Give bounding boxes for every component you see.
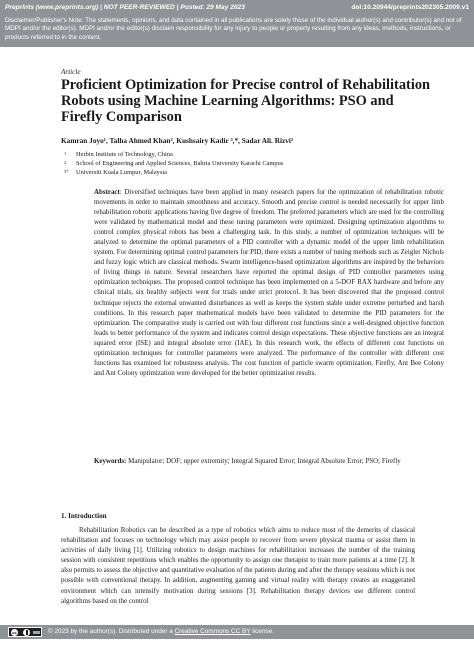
keywords-paragraph: [94, 456, 444, 466]
affiliation-text: Universiti Kuala Lumpur, Malaysia: [76, 169, 167, 176]
doi-link[interactable]: doi:10.20944/preprints202305.2009.v1: [351, 4, 469, 11]
by-bar-icon: [33, 631, 40, 634]
abstract-paragraph: [94, 187, 444, 378]
copyright-notice: [48, 628, 274, 635]
cc-circle-icon: cc: [12, 630, 17, 635]
article-type-label: Article: [61, 68, 81, 76]
affiliation-text: Herbin Institute of Technology, China: [76, 151, 173, 158]
preprint-status-line: [5, 4, 245, 11]
affiliation-item: [61, 168, 283, 177]
affiliation-marker: 1: [64, 151, 67, 156]
abstract-text: : Diversified techniques have been applied in many research papers for the optimization of rehabilitation robotic movements in order to maintain smoothness and accuracy. Smooth and precise control is needed necessarily for upper limb rehabilitation robotic applications having five degree of freedom. The preferred parameters which are used for the controlling were validated by mathematical model and these tuning parameters were optimized. Designing optimization algorithms to control complex physical robots has been a challenging task. In this study, a number of optimization techniques will be analyzed to determine the optimal parameters of a PID controller with a dynamic model of the upper limb rehabilitation system. For determining optimal control parameters for PID, there exists a number of tuning methods such as Zeigler Nichols and fuzzy logic which are classical methods. Swarm intelligence-based optimization algorithms are inspired by the behaviors of living things in nature. Several researchers have reported the optimal design of PID controller parameters using optimization techniques. The proposed control technique has been implemented on a 5-DOF RAX hardware and before any clinical trials, six healthy subjects went for trials under strict protocol. It has been discovered that the proposed control technique rejects the external unwanted disturbances as well as keeps the system stable under extreme perturbed and harsh conditions. In this research paper mathematical models have been validated to determine the PID parameters for the optimization. The comparative study is carried out with four different cost functions since a well-designed objective function leads to better performance of the system and indicates control design expectations. These objective functions are an integral squared error (ISE) and integral absolute error (IAE). In this research work, the effects of different cost functions on optimization techniques for controller parameters were analyzed. The performance of the controller with different cost functions has examined for robustness analysis. The cost function of particle swarm optimization, Firefly, Ant Bee Colony and Ant Colony optimization were developed for the better optimization results.: [94, 188, 444, 377]
affiliation-text: School of Engineering and Applied Sciences, Bahria University Karachi Campus: [76, 160, 284, 167]
publisher-disclaimer: Disclaimer/Publisher's Note: The statements, opinions, and data contained in all publications are solely those of the individual author(s) and contributor(s) and not of MDPI and/or the editor(s). MDPI and/or the editor(s) disclaim responsibility for any injury to people or property resulting from any ideas, methods, instructions, or products referred to in the content.: [5, 17, 462, 41]
license-footer-bar: [0, 625, 474, 639]
preprint-header-bar: [0, 0, 474, 47]
introduction-paragraph: Rehabilitation Robotics can be described as a type of robotics which aims to reduce most of the demerits of classical rehabilitation and focuses on technology which may assist people to recover from severe physical trauma or assist them in activities of daily living [1]. Utilizing robotics to design machines for rehabilitation increases the number of the training session with consistent repetitions which enables the opportunity to assign one therapist to train more patients at a time [2]. It also permits to assess the objective and quantitative evaluation of the patients during and after the therapy sessions which is not possible with conventional therapy. In addition, augmenting gaming and virtual reality with therapy creates an exaggerated environment which can intensify motivation during sessions [3]. Rehabilitation therapy devices use different control algorithms based on the control: [61, 526, 415, 605]
affiliation-item: [61, 159, 283, 168]
keywords-label: Keywords:: [94, 457, 127, 465]
affiliation-item: [61, 150, 283, 159]
preprint-source-link[interactable]: Preprints (www.preprints.org): [5, 4, 99, 11]
copyright-suffix: license.: [250, 628, 274, 635]
license-link[interactable]: Creative Commons CC BY: [174, 628, 251, 635]
cc-by-badge-icon[interactable]: [8, 627, 42, 637]
section-heading: 1. Introduction: [61, 512, 107, 520]
copyright-text: © 2023 by the author(s). Distributed under a: [48, 628, 175, 635]
peer-review-status: NOT PEER-REVIEWED: [103, 4, 175, 11]
affiliation-marker: 3*: [64, 169, 69, 174]
affiliation-marker: 2: [64, 160, 67, 165]
affiliation-list: [61, 150, 283, 177]
author-list: Kamran Joyo¹, Talha Ahmed Khan², Kushsairy Kadir ³,*, Sadar Ali. Rizvi²: [61, 136, 294, 145]
abstract-label: Abstract: [94, 188, 120, 196]
separator: |: [176, 4, 179, 11]
preprint-info-row: [5, 4, 469, 15]
separator: |: [100, 4, 102, 11]
person-circle-icon: [23, 629, 30, 636]
posted-date: Posted: 29 May 2023: [180, 4, 245, 11]
paper-title: Proficient Optimization for Precise control of Rehabilitation Robots using Machine Learning Algorithms: PSO and Firefly Comparison: [61, 77, 431, 125]
keywords-text: Manipulator; DOF; upper extremity; Integral Squared Error; Integral Absolute Error; PSO; Firefly: [126, 457, 401, 465]
